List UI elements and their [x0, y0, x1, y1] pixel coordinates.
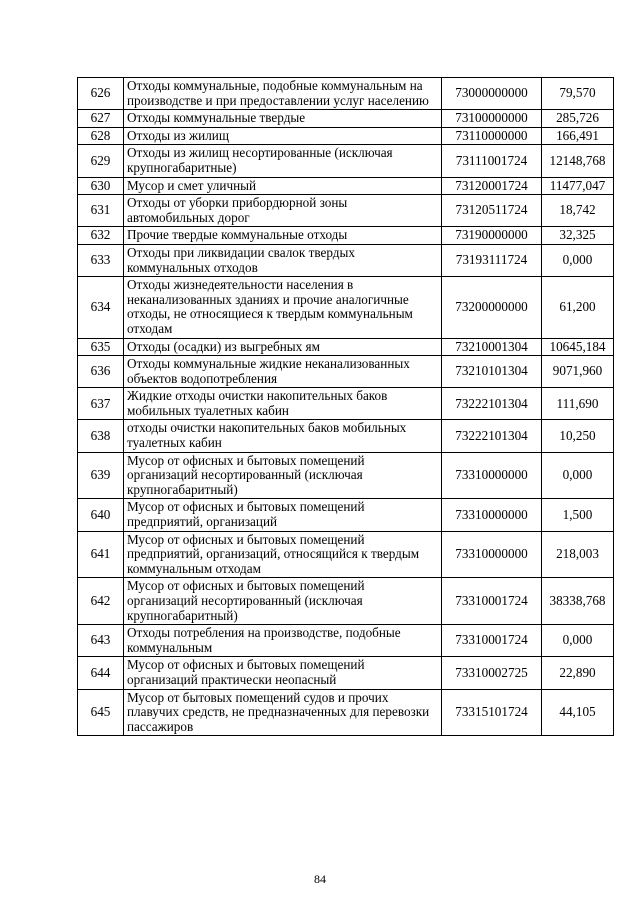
- waste-code: 73193111724: [442, 244, 542, 276]
- table-row: [78, 277, 614, 338]
- waste-value: 166,491: [542, 127, 614, 145]
- waste-code: 73190000000: [442, 227, 542, 245]
- waste-code: 73111001724: [442, 145, 542, 177]
- waste-value: 0,000: [542, 244, 614, 276]
- waste-name: Отходы из жилищ несортированные (исключая крупногабаритные): [124, 145, 442, 177]
- waste-code: 73310000000: [442, 452, 542, 499]
- waste-code: 73210001304: [442, 338, 542, 356]
- table-row: [78, 110, 614, 128]
- table-row: [78, 338, 614, 356]
- waste-code: 73200000000: [442, 277, 542, 338]
- table-row: [78, 625, 614, 657]
- waste-code: 73210101304: [442, 356, 542, 388]
- waste-value: 0,000: [542, 625, 614, 657]
- waste-code: 73222101304: [442, 420, 542, 452]
- waste-value: 10,250: [542, 420, 614, 452]
- row-number: 635: [78, 338, 124, 356]
- waste-value: 10645,184: [542, 338, 614, 356]
- row-number: 642: [78, 578, 124, 625]
- table-row: [78, 244, 614, 276]
- waste-name: Мусор от офисных и бытовых помещений предприятий, организаций, относящийся к твердым коммунальным отходам: [124, 531, 442, 578]
- waste-name: Жидкие отходы очистки накопительных баков мобильных туалетных кабин: [124, 388, 442, 420]
- waste-name: Мусор от офисных и бытовых помещений предприятий, организаций: [124, 499, 442, 531]
- waste-code: 73310002725: [442, 657, 542, 689]
- waste-name: Отходы коммунальные, подобные коммунальным на производстве и при предоставлении услуг населению: [124, 78, 442, 110]
- waste-code: 73310001724: [442, 578, 542, 625]
- row-number: 640: [78, 499, 124, 531]
- waste-name: Мусор и смет уличный: [124, 177, 442, 195]
- waste-value: 22,890: [542, 657, 614, 689]
- row-number: 628: [78, 127, 124, 145]
- waste-code: 73120001724: [442, 177, 542, 195]
- table-row: [78, 689, 614, 736]
- table-row: [78, 195, 614, 227]
- table-row: [78, 578, 614, 625]
- row-number: 631: [78, 195, 124, 227]
- waste-value: 18,742: [542, 195, 614, 227]
- waste-value: 44,105: [542, 689, 614, 736]
- waste-name: Отходы при ликвидации свалок твердых коммунальных отходов: [124, 244, 442, 276]
- row-number: 630: [78, 177, 124, 195]
- table-row: [78, 145, 614, 177]
- waste-value: 1,500: [542, 499, 614, 531]
- table-body: [78, 78, 614, 736]
- waste-name: Мусор от бытовых помещений судов и прочих плавучих средств, не предназначенных для перевозки пассажиров: [124, 689, 442, 736]
- row-number: 637: [78, 388, 124, 420]
- row-number: 626: [78, 78, 124, 110]
- waste-name: Отходы коммунальные жидкие неканализованных объектов водопотребления: [124, 356, 442, 388]
- waste-value: 0,000: [542, 452, 614, 499]
- waste-code: 73120511724: [442, 195, 542, 227]
- row-number: 629: [78, 145, 124, 177]
- waste-value: 79,570: [542, 78, 614, 110]
- waste-value: 285,726: [542, 110, 614, 128]
- table-row: [78, 78, 614, 110]
- waste-value: 12148,768: [542, 145, 614, 177]
- waste-name: Отходы коммунальные твердые: [124, 110, 442, 128]
- row-number: 641: [78, 531, 124, 578]
- waste-code: 73310000000: [442, 499, 542, 531]
- table-row: [78, 657, 614, 689]
- table-row: [78, 227, 614, 245]
- row-number: 636: [78, 356, 124, 388]
- waste-name: Отходы (осадки) из выгребных ям: [124, 338, 442, 356]
- waste-code: 73310001724: [442, 625, 542, 657]
- page-number: 84: [314, 872, 326, 886]
- waste-code: 73100000000: [442, 110, 542, 128]
- row-number: 638: [78, 420, 124, 452]
- waste-value: 11477,047: [542, 177, 614, 195]
- row-number: 639: [78, 452, 124, 499]
- table-row: [78, 127, 614, 145]
- waste-code: 73110000000: [442, 127, 542, 145]
- table-row: [78, 388, 614, 420]
- row-number: 633: [78, 244, 124, 276]
- waste-name: Мусор от офисных и бытовых помещений организаций несортированный (исключая крупногабаритный): [124, 578, 442, 625]
- waste-value: 38338,768: [542, 578, 614, 625]
- row-number: 645: [78, 689, 124, 736]
- waste-value: 218,003: [542, 531, 614, 578]
- table-row: [78, 356, 614, 388]
- waste-code: 73310000000: [442, 531, 542, 578]
- waste-name: Отходы от уборки прибордюрной зоны автомобильных дорог: [124, 195, 442, 227]
- table-row: [78, 499, 614, 531]
- table-row: [78, 177, 614, 195]
- waste-name: Отходы жизнедеятельности населения в неканализованных зданиях и прочие аналогичные отходы, не относящиеся к твердым коммунальным отходам: [124, 277, 442, 338]
- waste-code: 73222101304: [442, 388, 542, 420]
- row-number: 643: [78, 625, 124, 657]
- waste-value: 32,325: [542, 227, 614, 245]
- row-number: 644: [78, 657, 124, 689]
- row-number: 627: [78, 110, 124, 128]
- waste-name: Мусор от офисных и бытовых помещений организаций практически неопасный: [124, 657, 442, 689]
- row-number: 632: [78, 227, 124, 245]
- waste-name: Мусор от офисных и бытовых помещений организаций несортированный (исключая крупногабаритный): [124, 452, 442, 499]
- waste-value: 9071,960: [542, 356, 614, 388]
- row-number: 634: [78, 277, 124, 338]
- waste-value: 111,690: [542, 388, 614, 420]
- table-row: [78, 531, 614, 578]
- table-row: [78, 420, 614, 452]
- table-row: [78, 452, 614, 499]
- waste-value: 61,200: [542, 277, 614, 338]
- waste-name: Отходы из жилищ: [124, 127, 442, 145]
- waste-name: отходы очистки накопительных баков мобильных туалетных кабин: [124, 420, 442, 452]
- waste-name: Прочие твердые коммунальные отходы: [124, 227, 442, 245]
- waste-code: 73315101724: [442, 689, 542, 736]
- waste-code: 73000000000: [442, 78, 542, 110]
- waste-classification-table: [77, 77, 614, 736]
- waste-name: Отходы потребления на производстве, подобные коммунальным: [124, 625, 442, 657]
